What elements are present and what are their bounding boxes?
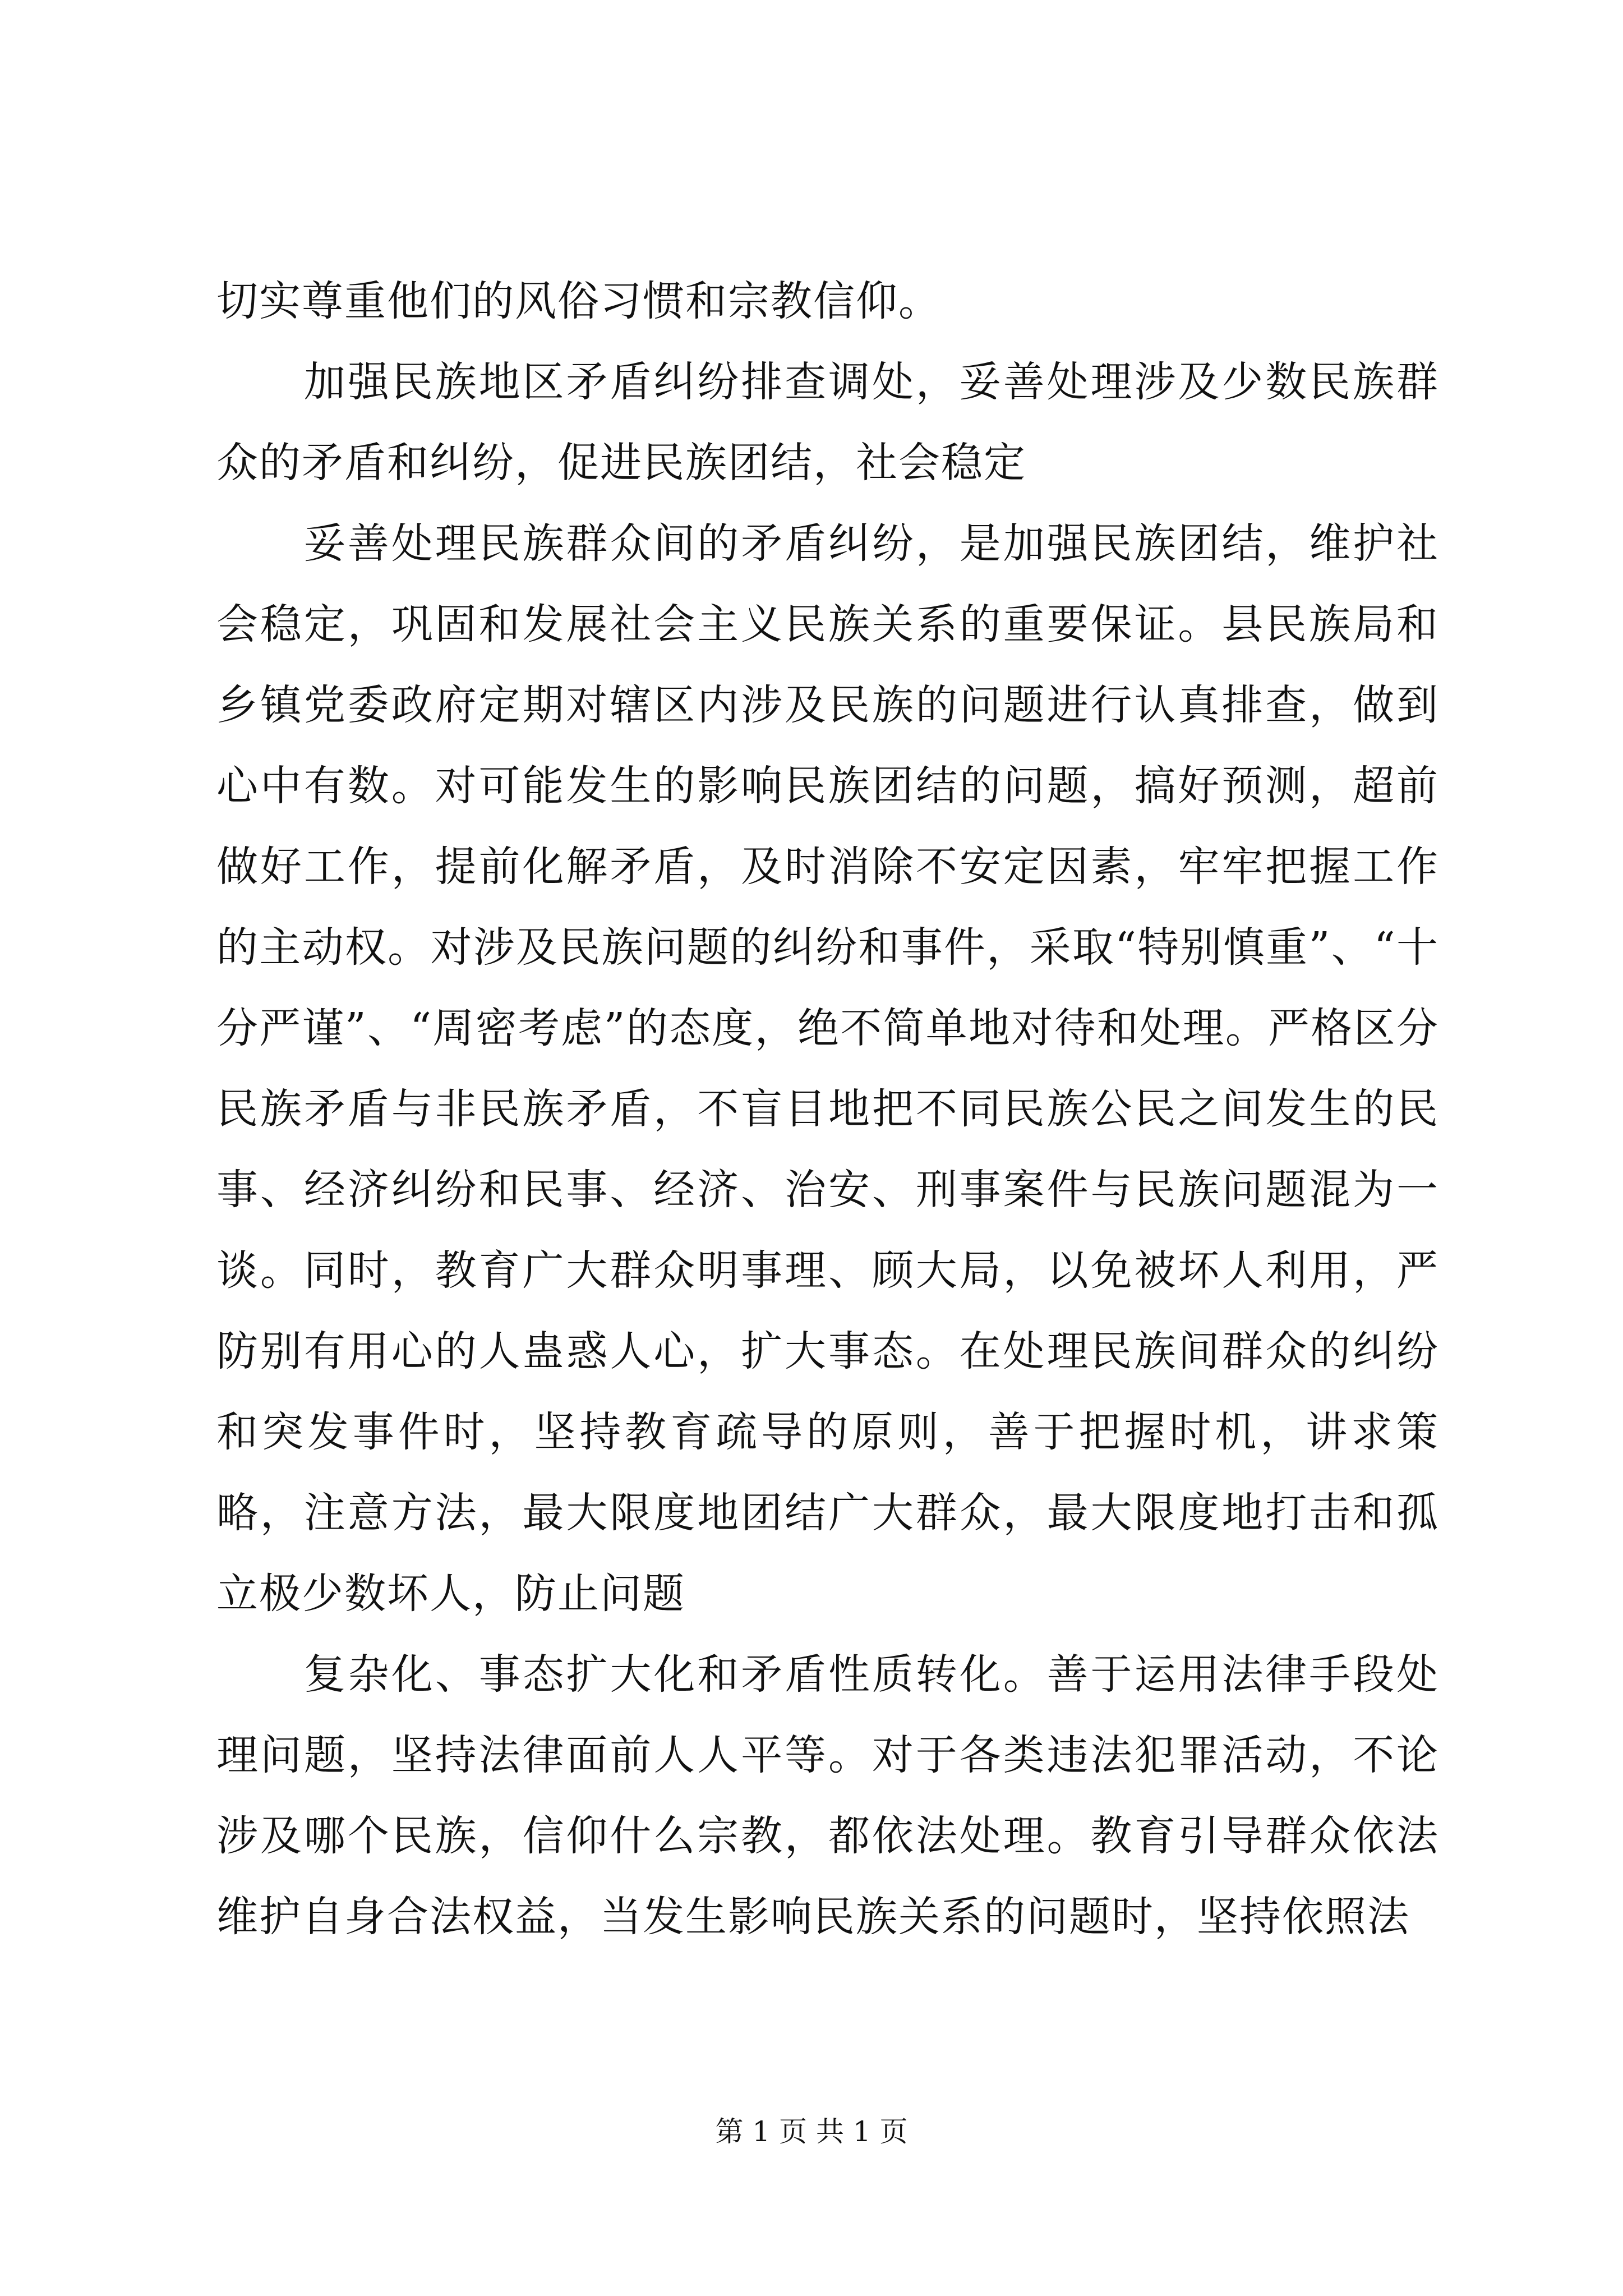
page-footer (0, 2115, 1623, 2148)
paragraph-2: 加强民族地区矛盾纠纷排查调处，妥善处理涉及少数民族群众的矛盾和纠纷，促进民族团结，社会稳定 (216, 358, 1439, 487)
page-number-label: 第 1 页 共 1 页 (715, 2115, 908, 2148)
paragraph-4: 复杂化、事态扩大化和矛盾性质转化。善于运用法律手段处理问题，坚持法律面前人人平等。对于各类违法犯罪活动，不论涉及哪个民族，信仰什么宗教，都依法处理。教育引导群众依法维护自身合法权益，当发生影响民族关系的问题时，坚持依照法 (216, 1650, 1439, 1941)
paragraph-1: 切实尊重他们的风俗习惯和宗教信仰。 (216, 277, 941, 325)
document-body (216, 261, 1439, 1957)
paragraph-3: 妥善处理民族群众间的矛盾纠纷，是加强民族团结，维护社会稳定，巩固和发展社会主义民族关系的重要保证。县民族局和乡镇党委政府定期对辖区内涉及民族的问题进行认真排查，做到心中有数。对可能发生的影响民族团结的问题，搞好预测，超前做好工作，提前化解矛盾，及时消除不安定因素，牢牢把握工作的主动权。对涉及民族问题的纠纷和事件，采取“特别慎重”、“十分严谨”、“周密考虑”的态度，绝不简单地对待和处理。严格区分民族矛盾与非民族矛盾，不盲目地把不同民族公民之间发生的民事、经济纠纷和民事、经济、治安、刑事案件与民族问题混为一谈。同时，教育广大群众明事理、顾大局，以免被坏人利用，严防别有用心的人蛊惑人心，扩大事态。在处理民族间群众的纠纷和突发事件时，坚持教育疏导的原则，善于把握时机，讲求策略，注意方法，最大限度地团结广大群众，最大限度地打击和孤立极少数坏人，防止问题 (216, 519, 1439, 1618)
